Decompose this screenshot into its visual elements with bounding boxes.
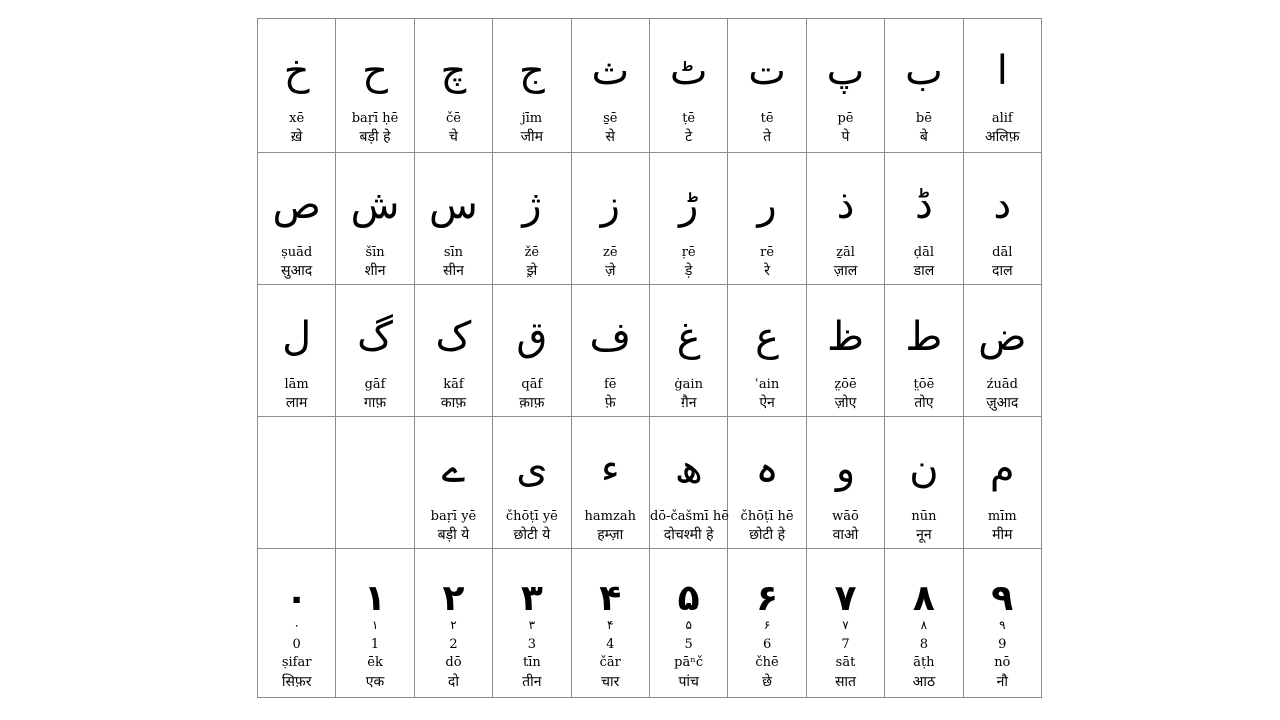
letter-cell — [258, 19, 335, 152]
numeral-urdu-digit: ۹ — [999, 618, 1006, 632]
letter-glyph: ق — [516, 314, 548, 360]
numeral-latin-digit: 0 — [292, 637, 301, 652]
letter-devanagari: जीम — [520, 129, 544, 145]
letter-glyph: ح — [362, 48, 388, 94]
letter-devanagari: चे — [449, 129, 458, 145]
letter-devanagari: फ़े — [604, 395, 616, 411]
letter-glyph: س — [429, 182, 478, 228]
numeral-latin-digit: 4 — [606, 637, 615, 652]
letter-transliteration: xē — [289, 111, 305, 126]
letter-cell — [806, 153, 884, 284]
letter-devanagari: झ़े — [526, 263, 538, 279]
letter-transliteration: wāō — [832, 509, 859, 524]
letter-devanagari: मीम — [992, 527, 1013, 543]
numeral-latin-digit: 5 — [684, 637, 693, 652]
letter-devanagari: वाओ — [832, 527, 859, 543]
numeral-transliteration: pāⁿč — [674, 655, 704, 670]
letter-devanagari: ज़े — [605, 263, 616, 279]
letter-glyph — [336, 439, 413, 499]
numeral-glyph: ۶ — [756, 578, 779, 619]
letter-devanagari: ड़े — [684, 263, 693, 279]
letter-cell — [963, 153, 1041, 284]
letter-cell — [571, 285, 649, 416]
letter-transliteration: ʿain — [754, 377, 780, 392]
numeral-devanagari: सिफ़र — [281, 674, 312, 690]
letter-devanagari: बड़ी हे — [359, 129, 391, 145]
letter-cell — [806, 285, 884, 416]
letter-devanagari: छोटी हे — [749, 527, 786, 543]
letter-cell — [963, 19, 1041, 152]
letter-row-1 — [258, 19, 1041, 152]
numeral-row — [258, 548, 1041, 697]
letter-transliteration: tē — [760, 111, 774, 126]
letter-devanagari: नून — [916, 527, 932, 543]
letter-glyph: م — [989, 446, 1015, 492]
numeral-urdu-digit: ۰ — [293, 618, 300, 632]
letter-transliteration: alif — [991, 111, 1013, 126]
letter-transliteration: žē — [524, 245, 540, 260]
numeral-urdu-digit: ۵ — [685, 618, 692, 632]
letter-cell — [963, 417, 1041, 548]
numeral-urdu-digit: ۳ — [528, 618, 536, 632]
letter-devanagari: बड़ी ये — [437, 527, 470, 543]
letter-devanagari: ग़ैन — [680, 395, 697, 411]
letter-transliteration: dāl — [992, 245, 1013, 260]
letter-glyph: ن — [909, 446, 939, 492]
letter-glyph: ش — [350, 182, 400, 228]
letter-glyph: پ — [826, 48, 865, 94]
letter-devanagari: दाल — [992, 263, 1013, 279]
letter-transliteration: čē — [445, 111, 461, 126]
letter-devanagari: ऐन — [759, 395, 775, 411]
letter-cell — [571, 153, 649, 284]
letter-glyph: ڈ — [914, 182, 933, 228]
numeral-cell — [884, 549, 962, 697]
letter-transliteration: qāf — [521, 377, 543, 392]
letter-glyph: ز — [600, 182, 620, 228]
numeral-transliteration: čār — [599, 655, 621, 670]
letter-glyph: ء — [600, 446, 620, 492]
letter-glyph: ث — [591, 48, 630, 94]
numeral-cell — [414, 549, 492, 697]
letter-cell — [963, 285, 1041, 416]
numeral-devanagari: आठ — [912, 674, 936, 690]
letter-glyph: غ — [676, 314, 701, 360]
letter-glyph: ٹ — [669, 48, 708, 94]
letter-transliteration: pē — [837, 111, 854, 126]
numeral-glyph: ۹ — [991, 578, 1014, 619]
letter-cell — [884, 153, 962, 284]
empty-cell — [335, 417, 413, 548]
numeral-latin-digit: 2 — [449, 637, 458, 652]
letter-cell — [492, 285, 570, 416]
letter-glyph: د — [993, 182, 1012, 228]
letter-row-3 — [258, 284, 1041, 416]
numeral-glyph: ۷ — [834, 578, 857, 619]
letter-transliteration: ẕāl — [836, 245, 855, 260]
letter-transliteration: s̱ē — [603, 111, 618, 126]
numeral-devanagari: एक — [365, 674, 385, 690]
letter-devanagari: तोए — [914, 395, 934, 411]
numeral-transliteration: čhē — [755, 655, 779, 670]
letter-transliteration: hamzah — [584, 509, 636, 524]
numeral-urdu-digit: ۸ — [920, 618, 928, 632]
letter-transliteration: sīn — [443, 245, 464, 260]
letter-glyph: ہ — [755, 446, 779, 492]
letter-transliteration: z̤ōē — [834, 377, 857, 392]
numeral-cell — [727, 549, 805, 697]
letter-devanagari: क़ाफ़ — [519, 395, 545, 411]
letter-devanagari: दोचश्मी हे — [663, 527, 714, 543]
letter-cell — [649, 285, 727, 416]
numeral-cell — [806, 549, 884, 697]
letter-glyph: ڑ — [679, 182, 699, 228]
letter-cell — [806, 19, 884, 152]
letter-transliteration: čhōṭī yē — [505, 509, 558, 524]
letter-transliteration: mīm — [987, 509, 1017, 524]
numeral-cell — [963, 549, 1041, 697]
letter-cell — [258, 153, 335, 284]
letter-transliteration: ġain — [674, 377, 703, 392]
numeral-glyph: ۴ — [599, 578, 622, 619]
letter-cell — [492, 417, 570, 548]
numeral-devanagari: नौ — [996, 674, 1008, 690]
letter-transliteration: šīn — [365, 245, 385, 260]
letter-devanagari: ख़े — [290, 129, 303, 145]
letter-transliteration: čhōṭī hē — [740, 509, 794, 524]
letter-devanagari: डाल — [913, 263, 935, 279]
letter-cell — [335, 19, 413, 152]
letter-glyph: ب — [905, 48, 943, 94]
letter-devanagari: ज़ाल — [833, 263, 858, 279]
numeral-transliteration: āṭh — [913, 655, 935, 670]
letter-glyph: خ — [283, 48, 310, 94]
letter-glyph: ک — [435, 314, 472, 360]
letter-cell — [335, 285, 413, 416]
letter-transliteration: t̤ōē — [913, 377, 935, 392]
letter-glyph: ی — [516, 446, 548, 492]
numeral-transliteration: nō — [994, 655, 1011, 670]
numeral-devanagari: छे — [762, 674, 772, 690]
letter-glyph: ص — [272, 182, 321, 228]
letter-glyph: ف — [589, 314, 631, 360]
numeral-latin-digit: 3 — [527, 637, 536, 652]
numeral-urdu-digit: ۴ — [607, 618, 614, 632]
letter-glyph: چ — [440, 48, 467, 94]
letter-devanagari: ते — [763, 129, 772, 145]
numeral-glyph: ۱ — [364, 578, 387, 619]
letter-glyph: ر — [757, 182, 777, 228]
letter-glyph — [258, 439, 335, 499]
letter-devanagari: से — [605, 129, 615, 145]
numeral-urdu-digit: ۷ — [842, 618, 849, 632]
letter-transliteration: kāf — [443, 377, 464, 392]
letter-transliteration: rē — [760, 245, 775, 260]
letter-glyph: ت — [748, 48, 786, 94]
numeral-transliteration: sāt — [835, 655, 856, 670]
letter-transliteration: źuād — [986, 377, 1018, 392]
letter-devanagari: छोटी ये — [513, 527, 551, 543]
letter-cell — [571, 417, 649, 548]
letter-transliteration: nūn — [911, 509, 937, 524]
numeral-glyph: ۸ — [912, 578, 935, 619]
letter-cell — [727, 19, 805, 152]
letter-devanagari: लाम — [285, 395, 308, 411]
letter-cell — [884, 19, 962, 152]
letter-transliteration: zē — [602, 245, 618, 260]
letter-devanagari: शीन — [364, 263, 386, 279]
numeral-devanagari: सात — [834, 674, 857, 690]
empty-cell — [258, 417, 335, 548]
numeral-devanagari: पांच — [678, 674, 699, 690]
letter-glyph: ھ — [674, 446, 703, 492]
letter-devanagari: टे — [685, 129, 693, 145]
letter-transliteration: jīm — [521, 111, 543, 126]
letter-cell — [806, 417, 884, 548]
letter-devanagari: सीन — [443, 263, 464, 279]
numeral-urdu-digit: ۲ — [450, 618, 457, 632]
letter-glyph: ل — [282, 314, 312, 360]
letter-devanagari: रे — [764, 263, 770, 279]
letter-cell — [727, 285, 805, 416]
letter-cell — [258, 285, 335, 416]
numeral-glyph: ۳ — [520, 578, 543, 619]
letter-glyph: ض — [978, 314, 1027, 360]
letter-cell — [727, 153, 805, 284]
letter-transliteration: baṛī ḥē — [351, 111, 399, 126]
numeral-transliteration: ṣifar — [281, 655, 312, 670]
letter-glyph: ج — [518, 48, 545, 94]
letter-devanagari: काफ़ — [440, 395, 467, 411]
numeral-latin-digit: 9 — [998, 637, 1007, 652]
urdu-alphabet-chart — [257, 18, 1042, 698]
numeral-latin-digit: 6 — [762, 637, 772, 652]
numeral-cell — [258, 549, 335, 697]
numeral-latin-digit: 1 — [370, 637, 380, 652]
numeral-cell — [571, 549, 649, 697]
letter-cell — [884, 417, 962, 548]
letter-cell — [414, 285, 492, 416]
numeral-cell — [492, 549, 570, 697]
letter-devanagari: सुआद — [281, 263, 313, 279]
numeral-transliteration: tīn — [522, 655, 541, 670]
letter-glyph: ط — [905, 314, 943, 360]
letter-glyph: ا — [996, 48, 1008, 94]
letter-cell — [414, 19, 492, 152]
letter-transliteration: lām — [284, 377, 309, 392]
letter-transliteration: bē — [915, 111, 932, 126]
numeral-transliteration: ēk — [367, 655, 383, 670]
numeral-urdu-digit: ۱ — [371, 618, 379, 632]
letter-glyph: و — [835, 446, 856, 492]
letter-glyph: ظ — [826, 314, 864, 360]
numeral-devanagari: तीन — [522, 674, 542, 690]
letter-cell — [492, 19, 570, 152]
letter-transliteration: fē — [604, 377, 617, 392]
letter-transliteration: ḍāl — [913, 245, 934, 260]
letter-devanagari: ज़ुआद — [986, 395, 1019, 411]
letter-cell — [649, 19, 727, 152]
letter-transliteration: ṣuād — [281, 245, 313, 260]
numeral-devanagari: दो — [447, 674, 459, 690]
letter-devanagari: ज़ोए — [834, 395, 857, 411]
letter-cell — [649, 153, 727, 284]
letter-glyph: ع — [755, 314, 780, 360]
numeral-urdu-digit: ۶ — [763, 618, 771, 632]
letter-devanagari: अलिफ़ — [984, 129, 1020, 145]
numeral-cell — [649, 549, 727, 697]
letter-row-2 — [258, 152, 1041, 284]
letter-devanagari: पे — [841, 129, 850, 145]
letter-transliteration: gāf — [364, 377, 386, 392]
numeral-transliteration: dō — [445, 655, 462, 670]
letter-cell — [649, 417, 727, 548]
numeral-cell — [335, 549, 413, 697]
numeral-glyph: ۲ — [442, 578, 465, 619]
letter-transliteration: ṭē — [682, 111, 696, 126]
letter-glyph: گ — [357, 314, 393, 360]
numeral-latin-digit: 7 — [841, 637, 850, 652]
numeral-glyph: ۵ — [677, 578, 700, 619]
letter-transliteration: dō-čašmī hē — [649, 509, 729, 524]
letter-glyph: ے — [441, 446, 466, 492]
letter-glyph: ژ — [522, 182, 542, 228]
letter-cell — [335, 153, 413, 284]
letter-cell — [884, 285, 962, 416]
numeral-latin-digit: 8 — [919, 637, 929, 652]
letter-devanagari: बे — [919, 129, 928, 145]
letter-transliteration: baṛī yē — [430, 509, 477, 524]
numeral-glyph: ۰ — [285, 578, 308, 619]
letter-devanagari: गाफ़ — [363, 395, 387, 411]
letter-glyph: ذ — [836, 182, 855, 228]
letter-transliteration: ṛē — [681, 245, 696, 260]
letter-cell — [571, 19, 649, 152]
letter-cell — [414, 417, 492, 548]
letter-devanagari: हम्ज़ा — [597, 527, 624, 543]
numeral-devanagari: चार — [601, 674, 620, 690]
letter-cell — [414, 153, 492, 284]
letter-cell — [492, 153, 570, 284]
letter-cell — [727, 417, 805, 548]
letter-row-4 — [258, 416, 1041, 548]
